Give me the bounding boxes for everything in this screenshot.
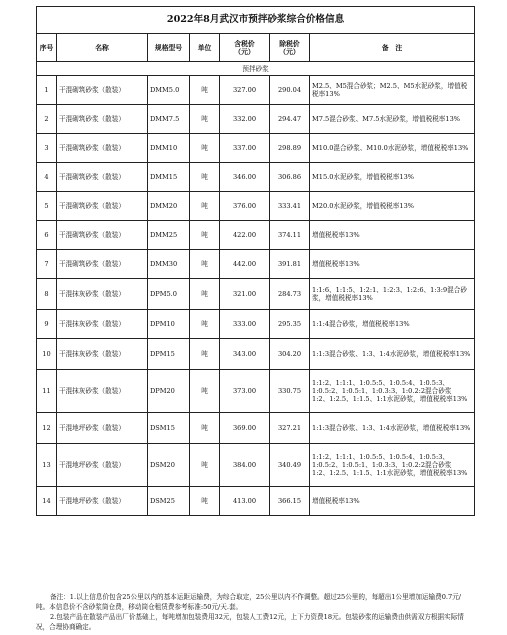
cell-tax-excl: 298.89 xyxy=(270,134,310,163)
cell-unit: 吨 xyxy=(190,134,220,163)
cell-remarks: 增值税税率13% xyxy=(310,487,475,516)
section-label: 预拌砂浆 xyxy=(37,62,475,76)
footnote-1: 备注：1.以上信息价包含25公里以内的基本运距运输费，为综合取定，25公里以内不作调整。超过25公里的，每超出1公里增加运输费0.7元/吨。本信息价不含砂浆筒仓费，移动筒仓租赁费参考标准:50元/天.套。 xyxy=(36,593,462,611)
cell-tax-excl: 290.04 xyxy=(270,76,310,105)
header-tax-excl: 除税价 （元） xyxy=(270,34,310,62)
cell-unit: 吨 xyxy=(190,310,220,339)
table-row xyxy=(37,310,475,339)
cell-no: 9 xyxy=(37,310,57,339)
cell-tax-incl: 373.00 xyxy=(220,370,270,413)
price-table xyxy=(36,6,475,516)
footnote-2: 2.包装产品在散装产品出厂价基础上，每吨增加包装费用32元，包装人工费12元，上下力资费18元。包装砂浆的运输费由供需双方根据实际情况，合理协商确定。 xyxy=(36,613,464,631)
cell-no: 7 xyxy=(37,250,57,279)
cell-remarks: M20.0水泥砂浆，增值税税率13% xyxy=(310,192,475,221)
header-row xyxy=(37,34,475,62)
header-unit: 单位 xyxy=(190,34,220,62)
cell-name: 干混砌筑砂浆（散装） xyxy=(57,192,148,221)
cell-tax-incl: 332.00 xyxy=(220,105,270,134)
table-row xyxy=(37,279,475,310)
cell-spec: DMM25 xyxy=(148,221,190,250)
cell-tax-incl: 321.00 xyxy=(220,279,270,310)
cell-remarks: M10.0混合砂浆、M10.0水泥砂浆，增值税税率13% xyxy=(310,134,475,163)
cell-spec: DMM5.0 xyxy=(148,76,190,105)
cell-remarks: 1:1:2、1:1:1、1:0.5:5、1:0.5:4、1:0.5:3、1:0.5:2、1:0.5:1、1:0.3:3、1:0.2:2混合砂浆 1:2、1:2.5、1:1.5、1:1水泥砂浆，增值税税率13% xyxy=(310,444,475,487)
cell-tax-excl: 330.75 xyxy=(270,370,310,413)
cell-unit: 吨 xyxy=(190,413,220,444)
cell-tax-excl: 333.41 xyxy=(270,192,310,221)
cell-spec: DMM30 xyxy=(148,250,190,279)
table-row xyxy=(37,192,475,221)
cell-no: 10 xyxy=(37,339,57,370)
cell-no: 2 xyxy=(37,105,57,134)
table-row xyxy=(37,76,475,105)
cell-spec: DMM10 xyxy=(148,134,190,163)
cell-tax-incl: 337.00 xyxy=(220,134,270,163)
cell-remarks: 1:1:4混合砂浆，增值税税率13% xyxy=(310,310,475,339)
cell-no: 5 xyxy=(37,192,57,221)
cell-name: 干混地坪砂浆（散装） xyxy=(57,444,148,487)
cell-unit: 吨 xyxy=(190,192,220,221)
cell-spec: DPM15 xyxy=(148,339,190,370)
cell-name: 干混砌筑砂浆（散装） xyxy=(57,105,148,134)
cell-no: 11 xyxy=(37,370,57,413)
cell-spec: DPM5.0 xyxy=(148,279,190,310)
cell-tax-incl: 376.00 xyxy=(220,192,270,221)
cell-tax-excl: 391.81 xyxy=(270,250,310,279)
cell-remarks: 增值税税率13% xyxy=(310,221,475,250)
cell-name: 干混砌筑砂浆（散装） xyxy=(57,250,148,279)
cell-name: 干混抹灰砂浆（散装） xyxy=(57,339,148,370)
cell-no: 13 xyxy=(37,444,57,487)
cell-unit: 吨 xyxy=(190,339,220,370)
section-row xyxy=(37,62,475,76)
table-row xyxy=(37,487,475,516)
header-no: 序号 xyxy=(37,34,57,62)
table-row xyxy=(37,370,475,413)
cell-remarks: M15.0水泥砂浆，增值税税率13% xyxy=(310,163,475,192)
table-row xyxy=(37,105,475,134)
cell-name: 干混砌筑砂浆（散装） xyxy=(57,221,148,250)
cell-unit: 吨 xyxy=(190,250,220,279)
table-row xyxy=(37,339,475,370)
cell-unit: 吨 xyxy=(190,279,220,310)
cell-tax-excl: 304.20 xyxy=(270,339,310,370)
cell-spec: DPM20 xyxy=(148,370,190,413)
header-remarks: 备 注 xyxy=(310,34,475,62)
cell-no: 8 xyxy=(37,279,57,310)
cell-tax-incl: 333.00 xyxy=(220,310,270,339)
cell-tax-excl: 294.47 xyxy=(270,105,310,134)
cell-no: 12 xyxy=(37,413,57,444)
cell-unit: 吨 xyxy=(190,370,220,413)
cell-name: 干混地坪砂浆（散装） xyxy=(57,487,148,516)
cell-remarks: 1:1:6、1:1:5、1:2:1、1:2:3、1:2:6、1:3:9混合砂浆，增值税税率13% xyxy=(310,279,475,310)
cell-name: 干混地坪砂浆（散装） xyxy=(57,413,148,444)
cell-no: 1 xyxy=(37,76,57,105)
cell-tax-incl: 422.00 xyxy=(220,221,270,250)
cell-tax-excl: 295.35 xyxy=(270,310,310,339)
cell-tax-incl: 327.00 xyxy=(220,76,270,105)
header-tax-incl: 含税价 （元） xyxy=(220,34,270,62)
cell-tax-incl: 384.00 xyxy=(220,444,270,487)
cell-remarks: 1:1:3混合砂浆、1:3、1:4水泥砂浆，增值税税率13% xyxy=(310,339,475,370)
cell-remarks: 1:1:3混合砂浆、1:3、1:4水泥砂浆，增值税税率13% xyxy=(310,413,475,444)
header-name: 名称 xyxy=(57,34,148,62)
cell-tax-excl: 306.86 xyxy=(270,163,310,192)
table-row xyxy=(37,413,475,444)
cell-tax-excl: 327.21 xyxy=(270,413,310,444)
cell-tax-excl: 366.15 xyxy=(270,487,310,516)
cell-no: 4 xyxy=(37,163,57,192)
cell-tax-excl: 374.11 xyxy=(270,221,310,250)
cell-remarks: 1:1:2、1:1:1、1:0.5:5、1:0.5:4、1:0.5:3、1:0.5:2、1:0.5:1、1:0.3:3、1:0.2:2混合砂浆 1:2、1:2.5、1:1.5、1:1水泥砂浆，增值税税率13% xyxy=(310,370,475,413)
cell-name: 干混砌筑砂浆（散装） xyxy=(57,163,148,192)
cell-tax-incl: 413.00 xyxy=(220,487,270,516)
cell-spec: DSM25 xyxy=(148,487,190,516)
cell-unit: 吨 xyxy=(190,163,220,192)
header-spec: 规格型号 xyxy=(148,34,190,62)
cell-spec: DMM7.5 xyxy=(148,105,190,134)
cell-unit: 吨 xyxy=(190,105,220,134)
cell-tax-incl: 343.00 xyxy=(220,339,270,370)
cell-remarks: 增值税税率13% xyxy=(310,250,475,279)
price-sheet xyxy=(36,6,474,516)
page-title: 2022年8月武汉市预拌砂浆综合价格信息 xyxy=(37,7,475,34)
cell-tax-incl: 346.00 xyxy=(220,163,270,192)
cell-remarks: M2.5、M5混合砂浆；M2.5、M5水泥砂浆，增值税税率13% xyxy=(310,76,475,105)
cell-tax-excl: 284.73 xyxy=(270,279,310,310)
table-row xyxy=(37,134,475,163)
cell-no: 3 xyxy=(37,134,57,163)
cell-tax-excl: 340.49 xyxy=(270,444,310,487)
cell-name: 干混抹灰砂浆（散装） xyxy=(57,370,148,413)
table-row xyxy=(37,163,475,192)
table-row xyxy=(37,250,475,279)
cell-spec: DMM20 xyxy=(148,192,190,221)
cell-no: 6 xyxy=(37,221,57,250)
cell-tax-incl: 442.00 xyxy=(220,250,270,279)
table-row xyxy=(37,444,475,487)
cell-name: 干混抹灰砂浆（散装） xyxy=(57,310,148,339)
cell-remarks: M7.5混合砂浆、M7.5水泥砂浆，增值税税率13% xyxy=(310,105,475,134)
cell-spec: DSM20 xyxy=(148,444,190,487)
cell-name: 干混砌筑砂浆（散装） xyxy=(57,76,148,105)
cell-unit: 吨 xyxy=(190,444,220,487)
cell-name: 干混砌筑砂浆（散装） xyxy=(57,134,148,163)
cell-tax-incl: 369.00 xyxy=(220,413,270,444)
cell-spec: DSM15 xyxy=(148,413,190,444)
cell-no: 14 xyxy=(37,487,57,516)
cell-unit: 吨 xyxy=(190,221,220,250)
cell-spec: DMM15 xyxy=(148,163,190,192)
table-row xyxy=(37,221,475,250)
cell-name: 干混抹灰砂浆（散装） xyxy=(57,279,148,310)
cell-spec: DPM10 xyxy=(148,310,190,339)
footnotes xyxy=(36,592,474,632)
cell-unit: 吨 xyxy=(190,487,220,516)
cell-unit: 吨 xyxy=(190,76,220,105)
